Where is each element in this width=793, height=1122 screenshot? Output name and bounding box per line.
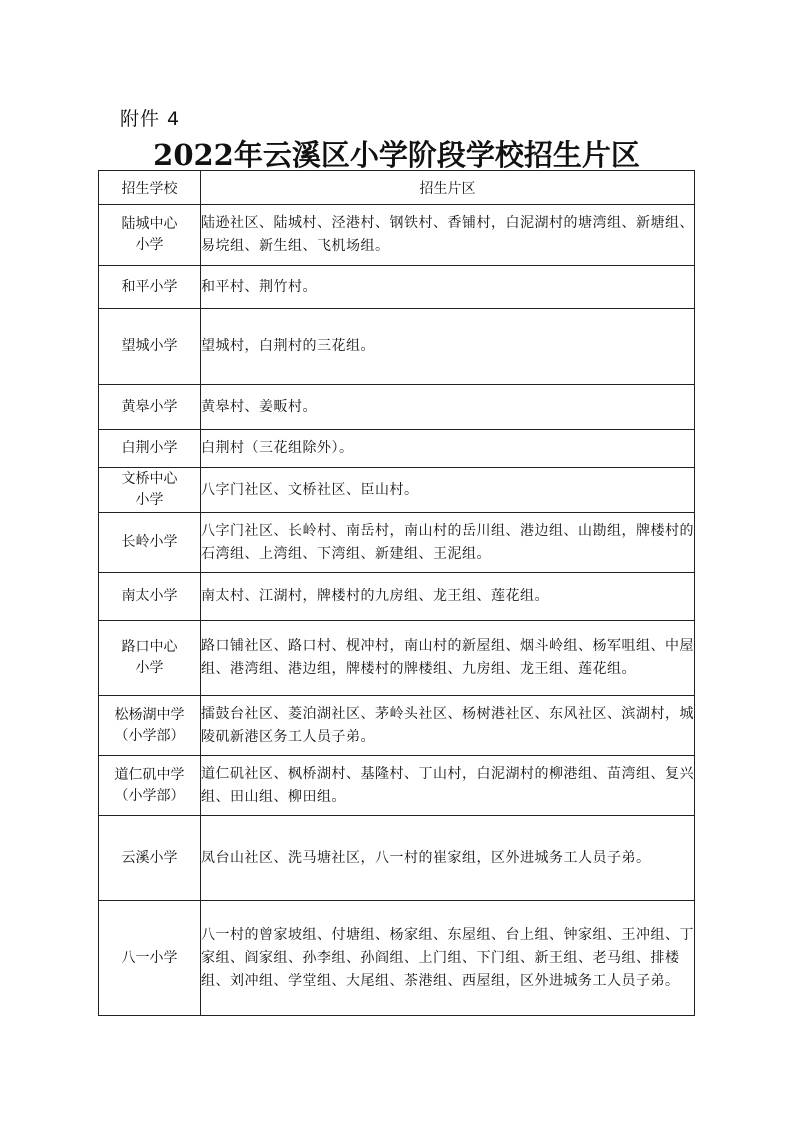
table-row xyxy=(99,468,695,513)
table-header-row xyxy=(99,171,695,205)
table-row xyxy=(99,205,695,266)
zone-area: 陆逊社区、陆城村、泾港村、钢铁村、香铺村，白泥湖村的塘湾组、新塘组、易垸组、新生组、飞机场组。 xyxy=(201,205,695,266)
school-name: 八一小学 xyxy=(99,901,201,1016)
table-row xyxy=(99,430,695,468)
school-name: 道仁矶中学（小学部） xyxy=(99,756,201,816)
school-name: 路口中心小学 xyxy=(99,621,201,696)
zone-area: 和平村、荆竹村。 xyxy=(201,266,695,309)
table-row xyxy=(99,266,695,309)
zone-area: 南太村、江湖村，牌楼村的九房组、龙王组、莲花组。 xyxy=(201,573,695,621)
zone-area: 道仁矶社区、枫桥湖村、基隆村、丁山村，白泥湖村的柳港组、苗湾组、复兴组、田山组、柳田组。 xyxy=(201,756,695,816)
zone-area: 路口铺社区、路口村、枧冲村，南山村的新屋组、烟斗岭组、杨军咀组、中屋组、港湾组、港边组，牌楼村的牌楼组、九房组、龙王组、莲花组。 xyxy=(201,621,695,696)
zone-area: 擂鼓台社区、菱泊湖社区、茅岭头社区、杨树港社区、东风社区、滨湖村，城陵矶新港区务工人员子弟。 xyxy=(201,696,695,756)
school-name: 松杨湖中学（小学部） xyxy=(99,696,201,756)
enrollment-zone-table xyxy=(98,170,695,1016)
table-row xyxy=(99,573,695,621)
table-row xyxy=(99,621,695,696)
zone-area: 望城村，白荆村的三花组。 xyxy=(201,309,695,385)
zone-area: 凤台山社区、洗马塘社区，八一村的崔家组，区外进城务工人员子弟。 xyxy=(201,816,695,901)
school-name: 陆城中心小学 xyxy=(99,205,201,266)
school-name: 长岭小学 xyxy=(99,513,201,573)
school-name: 文桥中心小学 xyxy=(99,468,201,513)
zone-area: 八字门社区、长岭村、南岳村，南山村的岳川组、港边组、山勘组，牌楼村的石湾组、上湾组、下湾组、新建组、王泥组。 xyxy=(201,513,695,573)
zone-area: 白荆村（三花组除外）。 xyxy=(201,430,695,468)
header-school: 招生学校 xyxy=(99,171,201,205)
table-row xyxy=(99,756,695,816)
zone-area: 八一村的曾家坡组、付塘组、杨家组、东屋组、台上组、钟家组、王冲组、丁家组、阎家组、孙李组、孙阎组、上门组、下门组、新王组、老马组、排楼组、刘冲组、学堂组、大尾组、茶港组、西屋组，区外进城务工人员子弟。 xyxy=(201,901,695,1016)
attachment-label: 附件 4 xyxy=(120,108,181,130)
table-row xyxy=(99,385,695,430)
zone-area: 八字门社区、文桥社区、臣山村。 xyxy=(201,468,695,513)
table-row xyxy=(99,513,695,573)
table-row xyxy=(99,309,695,385)
school-name: 和平小学 xyxy=(99,266,201,309)
zone-area: 黄皋村、姜畈村。 xyxy=(201,385,695,430)
table-row xyxy=(99,696,695,756)
school-name: 黄皋小学 xyxy=(99,385,201,430)
table-row xyxy=(99,901,695,1016)
school-name: 望城小学 xyxy=(99,309,201,385)
document-title: 2022年云溪区小学阶段学校招生片区 xyxy=(153,138,640,172)
table-row xyxy=(99,816,695,901)
school-name: 南太小学 xyxy=(99,573,201,621)
header-area: 招生片区 xyxy=(201,171,695,205)
school-name: 云溪小学 xyxy=(99,816,201,901)
school-name: 白荆小学 xyxy=(99,430,201,468)
